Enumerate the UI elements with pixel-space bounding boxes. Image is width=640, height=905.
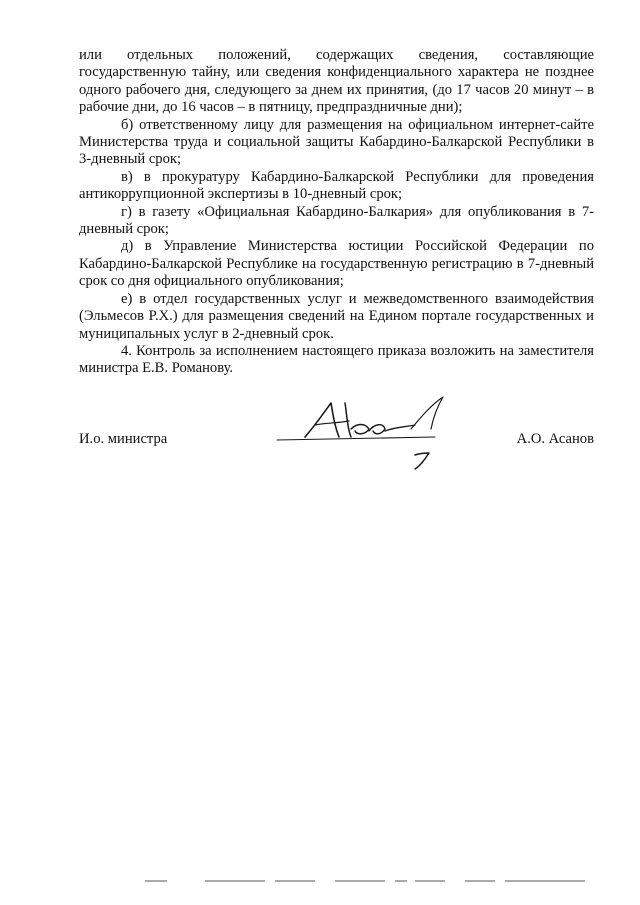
signature-block xyxy=(79,423,594,483)
paragraph-item-b: б) ответственному лицу для размещения на официальном интернет-сайте Министерства труда и социальной защиты Кабардино-Балкарской Республики в 3-дневный срок; xyxy=(79,116,594,168)
signatory-name: А.О. Асанов xyxy=(516,431,594,447)
handwritten-signature-icon xyxy=(265,393,465,473)
paragraph-control-clause: 4. Контроль за исполнением настоящего приказа возложить на заместителя министра Е.В. Романову. xyxy=(79,342,594,377)
signatory-title: И.о. министра xyxy=(79,431,168,447)
paragraph-continuation: или отдельных положений, содержащих сведения, составляющие государственную тайну, или сведения конфиденциального характера не позднее одного рабочего дня, следующего за днем их принятия, (до 17 часов 20 минут – в рабочие дни, до 16 часов – в пятницу, предпраздничные дни); xyxy=(79,47,594,116)
paragraph-item-d: д) в Управление Министерства юстиции Российской Федерации по Кабардино-Балкарской Республике на государственную регистрацию в 7-дневный срок со дня официального опубликования; xyxy=(79,238,594,290)
paragraph-item-g: г) в газету «Официальная Кабардино-Балкария» для опубликования в 7-дневный срок; xyxy=(79,203,594,238)
paragraph-item-v: в) в прокуратуру Кабардино-Балкарской Республики для проведения антикоррупционной экспертизы в 10-дневный срок; xyxy=(79,168,594,203)
footer-scan-artifact xyxy=(145,879,585,883)
paragraph-item-e: е) в отдел государственных услуг и межведомственного взаимодействия (Эльмесов Р.Х.) для размещения сведений на Едином портале государственных и муниципальных услуг в 2-дневный срок. xyxy=(79,290,594,342)
document-body xyxy=(79,47,594,378)
